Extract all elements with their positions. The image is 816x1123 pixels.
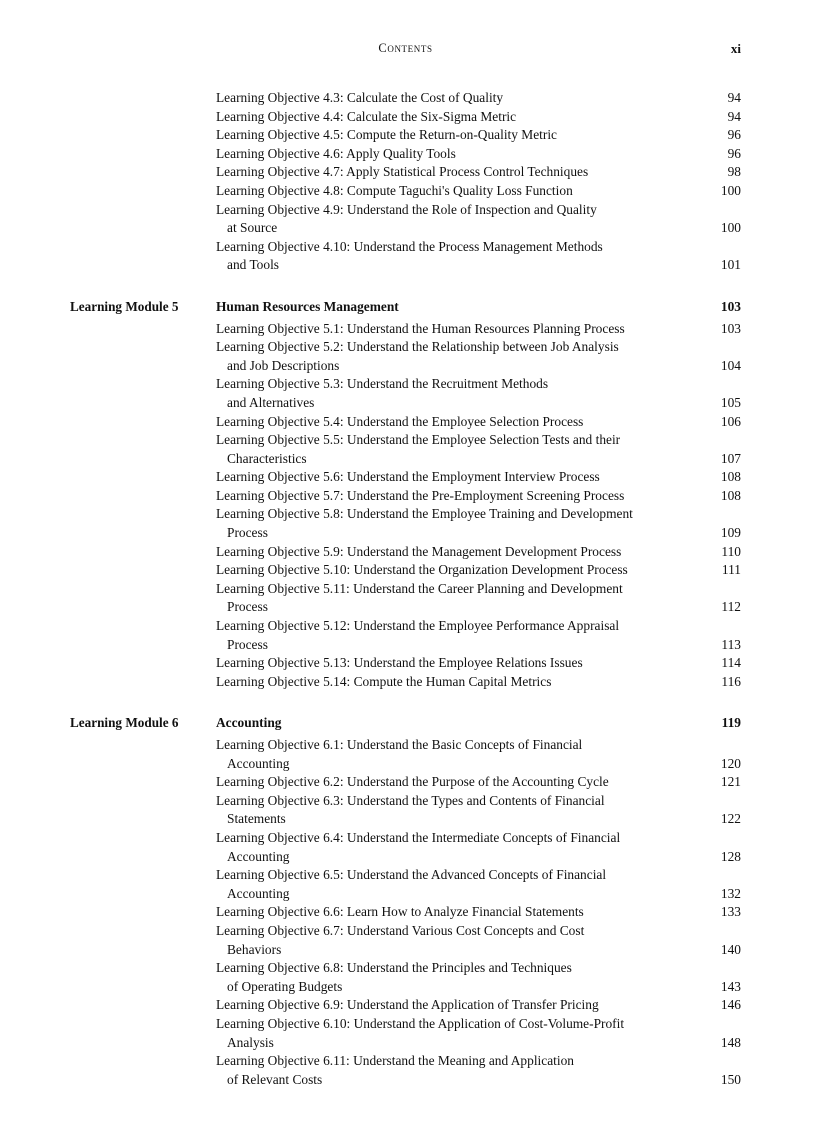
module-block: [70, 714, 741, 1089]
toc-entry-continuation: Process: [227, 599, 268, 615]
toc-entry-page-number: 109: [720, 525, 741, 541]
toc-entry-page-number: 146: [720, 997, 741, 1013]
toc-entry-continuation: and Alternatives: [227, 394, 315, 410]
toc-entry: [216, 468, 741, 487]
toc-entry-continuation: at Source: [227, 220, 278, 236]
toc-entry-row: [70, 182, 741, 201]
toc-entry: [216, 736, 741, 773]
toc-entry-page-number: 108: [720, 469, 741, 485]
toc-entry-title: Learning Objective 4.7: Apply Statistical Process Control Techniques: [216, 164, 589, 180]
toc-entry: [216, 866, 741, 903]
toc-entry-page-number: 100: [720, 220, 741, 236]
toc-entry-continuation: Analysis: [227, 1034, 274, 1050]
module-heading: [216, 298, 741, 317]
toc-entry: [216, 375, 741, 412]
toc-entry: [216, 338, 741, 375]
toc-entry-continuation: and Job Descriptions: [227, 357, 340, 373]
toc-entry-page-number: 96: [727, 127, 741, 143]
toc-entry-continuation: Characteristics: [227, 450, 307, 466]
toc-entry-row: [70, 1015, 741, 1052]
toc-entry-title: Learning Objective 6.6: Learn How to Analyze Financial Statements: [216, 904, 584, 920]
toc-entry-row: [70, 468, 741, 487]
toc-entry-title: Learning Objective 5.1: Understand the Human Resources Planning Process: [216, 320, 625, 336]
toc-entry: [216, 145, 741, 164]
toc-entry-continuation: of Operating Budgets: [227, 978, 343, 994]
toc-entry-continuation: Statements: [227, 811, 286, 827]
toc-entry-title: Learning Objective 6.11: Understand the Meaning and Application of Relevant Costs: [205, 1052, 686, 1089]
toc-entry-page-number: 150: [720, 1071, 741, 1087]
toc-entry-title: Learning Objective 6.3: Understand the Types and Contents of Financial Statements: [205, 792, 686, 829]
toc-entry: [216, 108, 741, 127]
toc-entry-continuation: Process: [227, 525, 268, 541]
toc-entry: [216, 487, 741, 506]
toc-entry-title: Learning Objective 5.6: Understand the Employment Interview Process: [216, 469, 600, 485]
toc-entry-row: [70, 201, 741, 238]
toc-entry-page-number: 104: [720, 357, 741, 373]
toc-entry-page-number: 112: [721, 599, 741, 615]
toc-entry-title: Learning Objective 5.12: Understand the Employee Performance Appraisal Process: [205, 617, 686, 654]
toc-entry-continuation: Accounting: [227, 755, 290, 771]
toc-entry-title: Learning Objective 5.5: Understand the Employee Selection Tests and their Characteristics: [205, 431, 686, 468]
toc-entry-page-number: 107: [720, 450, 741, 466]
toc-entry-page-number: 121: [720, 774, 741, 790]
toc-entry: [216, 561, 741, 580]
toc-entry-page-number: 96: [727, 145, 741, 161]
toc-entry-page-number: 116: [721, 673, 741, 689]
toc-entry-continuation: Behaviors: [227, 941, 282, 957]
toc-entry-title: Learning Objective 4.5: Compute the Return-on-Quality Metric: [216, 127, 557, 143]
toc-entry-row: [70, 673, 741, 692]
toc-entry-title: Learning Objective 6.1: Understand the Basic Concepts of Financial Accounting: [205, 736, 686, 773]
toc-entry-row: [70, 922, 741, 959]
toc-entry-page-number: 122: [720, 811, 741, 827]
toc-entry-title: Learning Objective 4.3: Calculate the Cost of Quality: [216, 90, 504, 105]
toc-entry-row: [70, 736, 741, 773]
toc-entry-title: Learning Objective 5.13: Understand the Employee Relations Issues: [216, 655, 583, 671]
toc-entry-title: Learning Objective 4.10: Understand the Process Management Methods and Tools: [205, 238, 686, 275]
toc-entry-row: [70, 959, 741, 996]
toc-entry-row: [70, 792, 741, 829]
toc-entry-row: [70, 1052, 741, 1089]
toc-entry-title: Learning Objective 5.9: Understand the Management Development Process: [216, 543, 622, 559]
toc-entry-page-number: 94: [727, 90, 741, 105]
toc-entry-row: [70, 126, 741, 145]
toc-entry: [216, 996, 741, 1015]
module-heading: [216, 714, 741, 733]
toc-entry: [216, 959, 741, 996]
toc-entry-page-number: 140: [720, 941, 741, 957]
toc-entry: [216, 163, 741, 182]
toc-entry-title: Learning Objective 4.4: Calculate the Six-Sigma Metric: [216, 108, 517, 124]
toc-entry-page-number: 148: [720, 1034, 741, 1050]
toc-entry-row: [70, 617, 741, 654]
module-spacer: [70, 275, 741, 298]
toc-entry-row: [70, 829, 741, 866]
toc-entry-row: [70, 543, 741, 562]
toc-entry-title: Learning Objective 6.2: Understand the Purpose of the Accounting Cycle: [216, 774, 609, 790]
module-label: Learning Module 5: [70, 298, 179, 314]
module-heading-row: [70, 298, 741, 317]
toc-entry-page-number: 128: [720, 848, 741, 864]
toc-entry-row: [70, 108, 741, 127]
running-head: [70, 41, 741, 61]
toc-entry-row: [70, 145, 741, 164]
toc-entry-page-number: 132: [720, 885, 741, 901]
toc-entry-title: Learning Objective 6.4: Understand the Intermediate Concepts of Financial Accounting: [205, 829, 686, 866]
toc-entry-page-number: 103: [720, 320, 741, 336]
toc-entry-continuation: Process: [227, 636, 268, 652]
toc-entry-row: [70, 561, 741, 580]
toc-entry-page-number: 106: [720, 413, 741, 429]
toc-entry-title: Learning Objective 5.10: Understand the Organization Development Process: [216, 562, 628, 578]
toc-entry-page-number: 108: [720, 487, 741, 503]
running-head-title: Contents: [378, 41, 433, 55]
toc-entry-title: Learning Objective 5.4: Understand the Employee Selection Process: [216, 413, 584, 429]
toc-entry-title: Learning Objective 5.7: Understand the Pre-Employment Screening Process: [216, 487, 625, 503]
module-page-number: 103: [720, 298, 741, 314]
toc-entry-row: [70, 375, 741, 412]
module-label: Learning Module 6: [70, 715, 179, 731]
toc-entry: [216, 182, 741, 201]
running-head-folio: xi: [730, 41, 741, 56]
toc-entry-title: Learning Objective 4.6: Apply Quality Tools: [216, 145, 456, 161]
toc-entry-title: Learning Objective 6.9: Understand the Application of Transfer Pricing: [216, 997, 599, 1013]
toc-entry-page-number: 98: [727, 164, 741, 180]
toc-entry-continuation: and Tools: [227, 257, 280, 273]
toc-entry-row: [70, 431, 741, 468]
toc-entry-row: [70, 654, 741, 673]
toc-entry-row: [70, 903, 741, 922]
toc-entry-title: Learning Objective 6.8: Understand the Principles and Techniques of Operating Budgets: [205, 959, 686, 996]
toc-entry-page-number: 105: [720, 394, 741, 410]
toc-entry-row: [70, 505, 741, 542]
toc-entry-title: Learning Objective 4.8: Compute Taguchi's Quality Loss Function: [216, 182, 573, 198]
toc-entry: [216, 201, 741, 238]
toc-entry-title: Learning Objective 5.2: Understand the Relationship between Job Analysis and Job Descriptions: [205, 338, 686, 375]
toc-entry: [216, 1015, 741, 1052]
toc-entry: [216, 505, 741, 542]
toc-entry-row: [70, 320, 741, 339]
toc-entry: [216, 543, 741, 562]
toc-entry: [216, 238, 741, 275]
toc-entry: [216, 413, 741, 432]
table-of-contents: [70, 89, 741, 1089]
toc-entry-row: [70, 487, 741, 506]
toc-entry-row: [70, 866, 741, 903]
toc-entry-row: [70, 996, 741, 1015]
toc-entry: [216, 617, 741, 654]
toc-entry: [216, 903, 741, 922]
module-title: Human Resources Management: [216, 298, 399, 314]
toc-entry: [216, 126, 741, 145]
toc-entry-page-number: 94: [727, 108, 741, 124]
module-title: Accounting: [216, 715, 282, 731]
toc-entry-title: Learning Objective 6.10: Understand the Application of Cost-Volume-Profit Analysis: [205, 1015, 686, 1052]
toc-entry: [216, 580, 741, 617]
toc-entry-title: Learning Objective 6.5: Understand the Advanced Concepts of Financial Accounting: [205, 866, 686, 903]
toc-entry-page-number: 120: [720, 755, 741, 771]
toc-entry-page-number: 113: [721, 636, 741, 652]
module-block: [70, 298, 741, 691]
toc-entry: [216, 1052, 741, 1089]
toc-entry-row: [70, 338, 741, 375]
toc-entry-page-number: 111: [721, 562, 741, 578]
toc-entry-title: Learning Objective 5.11: Understand the Career Planning and Development Process: [205, 580, 686, 617]
toc-entry-row: [70, 238, 741, 275]
toc-entry: [216, 673, 741, 692]
toc-entry: [216, 792, 741, 829]
toc-entry-page-number: 110: [721, 543, 741, 559]
toc-entry-page-number: 133: [720, 904, 741, 920]
toc-entry-title: Learning Objective 5.14: Compute the Human Capital Metrics: [216, 673, 552, 689]
toc-entry: [216, 89, 741, 108]
toc-entry-continuation: of Relevant Costs: [227, 1071, 323, 1087]
module-spacer: [70, 691, 741, 714]
toc-entry-row: [70, 580, 741, 617]
toc-entry-page-number: 100: [720, 182, 741, 198]
toc-entry-title: Learning Objective 5.3: Understand the Recruitment Methods and Alternatives: [205, 375, 686, 412]
toc-entry-continuation: Accounting: [227, 885, 290, 901]
toc-entry-row: [70, 89, 741, 108]
toc-entry: [216, 654, 741, 673]
toc-entry: [216, 922, 741, 959]
toc-entry-title: Learning Objective 6.7: Understand Various Cost Concepts and Cost Behaviors: [205, 922, 686, 959]
toc-entry-row: [70, 413, 741, 432]
toc-entry: [216, 773, 741, 792]
toc-entry-page-number: 143: [720, 978, 741, 994]
toc-entry-row: [70, 163, 741, 182]
toc-entry-page-number: 114: [721, 655, 741, 671]
toc-entry: [216, 320, 741, 339]
toc-entry-title: Learning Objective 5.8: Understand the Employee Training and Development Process: [205, 505, 686, 542]
toc-entry-page-number: 101: [720, 257, 741, 273]
module-heading-row: [70, 714, 741, 733]
toc-entry-row: [70, 773, 741, 792]
toc-entry: [216, 431, 741, 468]
module-page-number: 119: [721, 715, 741, 731]
toc-entry-continuation: Accounting: [227, 848, 290, 864]
toc-entry: [216, 829, 741, 866]
toc-entry-title: Learning Objective 4.9: Understand the Role of Inspection and Quality at Source: [205, 201, 686, 238]
